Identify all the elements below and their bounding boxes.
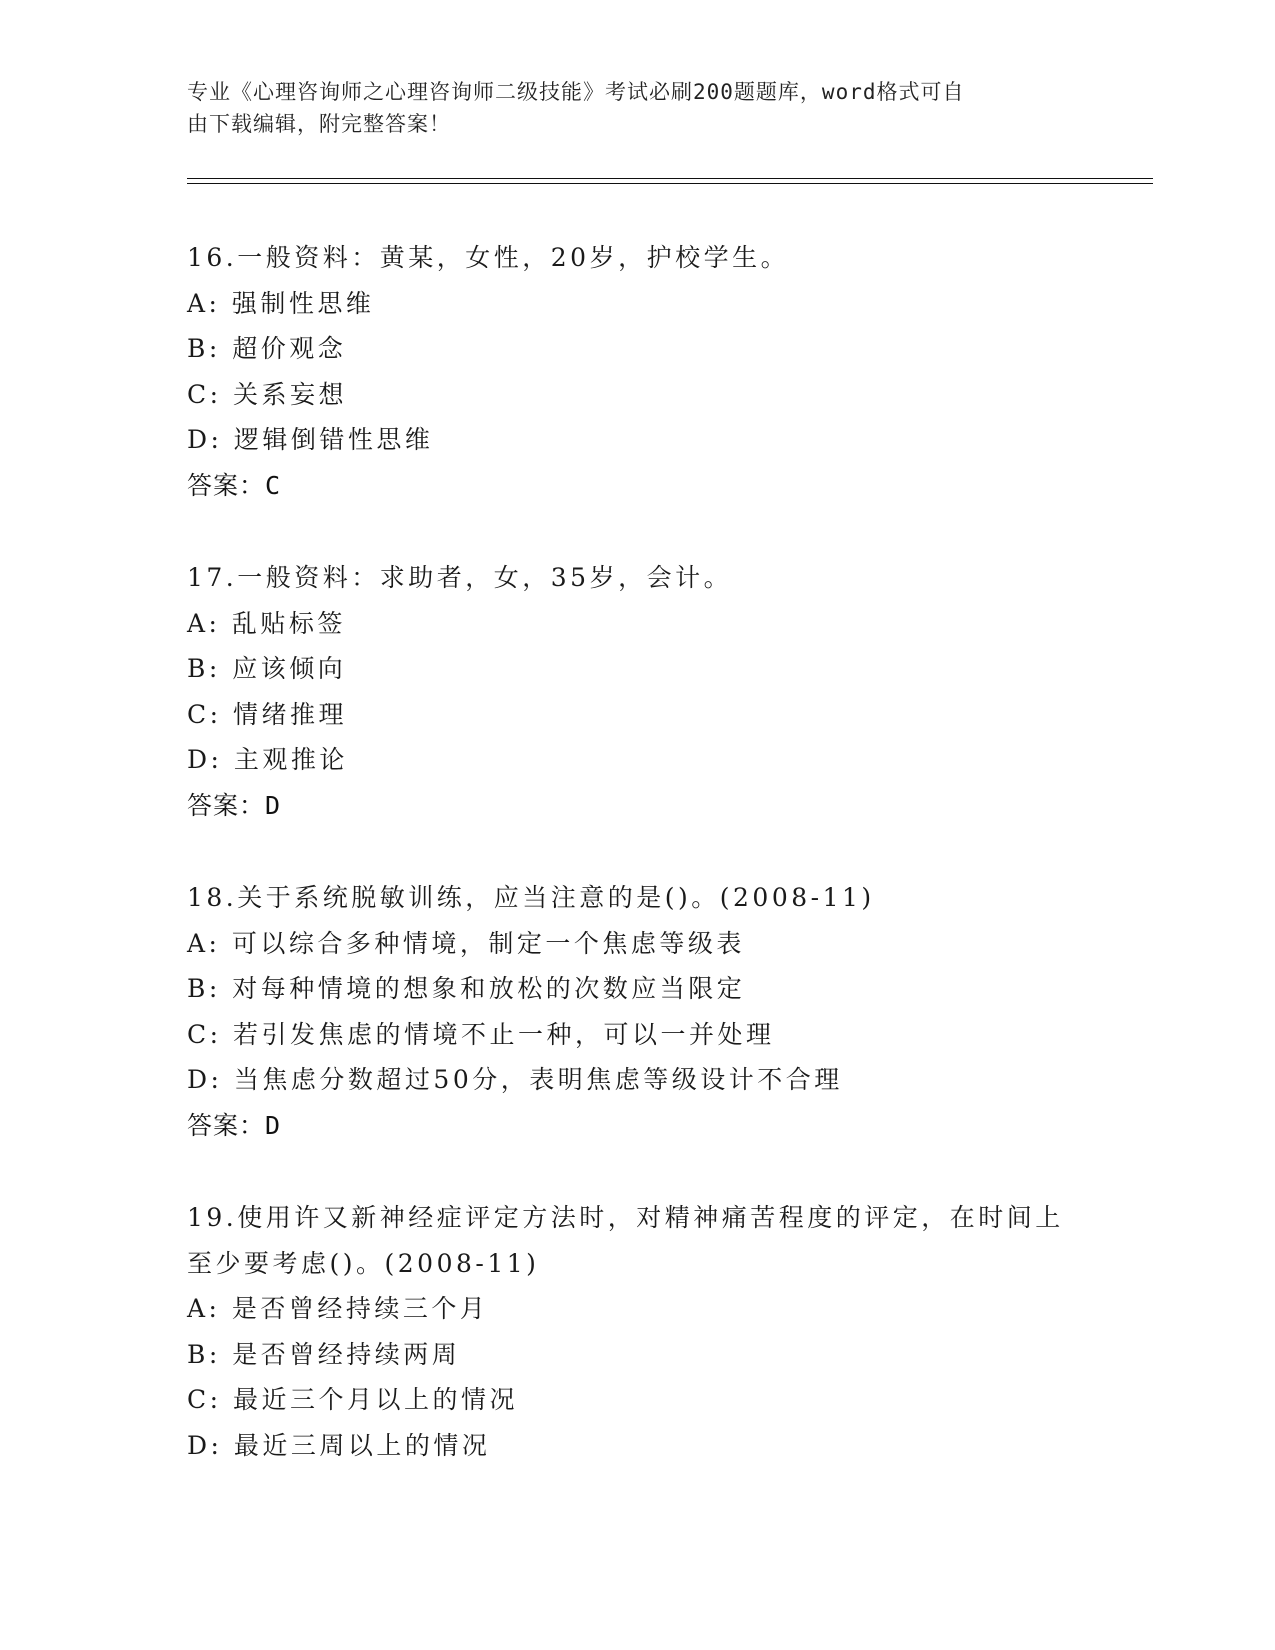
- answer-line: 答案：C: [187, 470, 282, 500]
- question-stem: 16.一般资料：黄某，女性，20岁，护校学生。: [187, 243, 790, 272]
- question-19: [187, 1195, 1153, 1468]
- option-d: D: 逻辑倒错性思维: [187, 425, 434, 454]
- option-b: B: 是否曾经持续两周: [187, 1339, 461, 1369]
- question-stem: 17.一般资料：求助者，女，35岁，会计。: [187, 563, 733, 592]
- option-c: C: 关系妄想: [187, 379, 347, 409]
- answer-line: 答案：D: [187, 1110, 282, 1140]
- header-line-1: 专业《心理咨询师之心理咨询师二级技能》考试必刷200题题库，word格式可自: [187, 80, 965, 104]
- option-d: D: 当焦虑分数超过50分，表明焦虑等级设计不合理: [187, 1065, 843, 1094]
- option-a: A: 可以综合多种情境，制定一个焦虑等级表: [187, 928, 745, 958]
- option-b: B: 超价观念: [187, 334, 347, 363]
- option-a: A: 乱贴标签: [187, 608, 346, 638]
- option-c: C: 情绪推理: [187, 699, 347, 729]
- option-a: A: 强制性思维: [187, 288, 375, 318]
- option-b: B: 应该倾向: [187, 654, 347, 683]
- question-stem: 19.使用许又新神经症评定方法时，对精神痛苦程度的评定，在时间上至少要考虑()。(2008-11): [187, 1203, 1064, 1278]
- header-divider-bottom: [187, 183, 1153, 184]
- question-17: [187, 555, 1153, 828]
- option-b: B: 对每种情境的想象和放松的次数应当限定: [187, 974, 746, 1003]
- option-d: D: 最近三周以上的情况: [187, 1430, 491, 1460]
- option-c: C: 最近三个月以上的情况: [187, 1385, 518, 1414]
- option-a: A: 是否曾经持续三个月: [187, 1294, 489, 1323]
- option-d: D: 主观推论: [187, 745, 348, 774]
- document-header: [187, 76, 1067, 140]
- header-divider-top: [187, 178, 1153, 179]
- question-list: [187, 235, 1153, 1515]
- question-16: [187, 235, 1153, 508]
- question-stem: 18.关于系统脱敏训练，应当注意的是()。(2008-11): [187, 883, 875, 912]
- answer-line: 答案：D: [187, 790, 282, 820]
- question-18: [187, 875, 1153, 1148]
- header-line-2: 由下载编辑，附完整答案！: [187, 112, 451, 136]
- option-c: C: 若引发焦虑的情境不止一种，可以一并处理: [187, 1019, 775, 1049]
